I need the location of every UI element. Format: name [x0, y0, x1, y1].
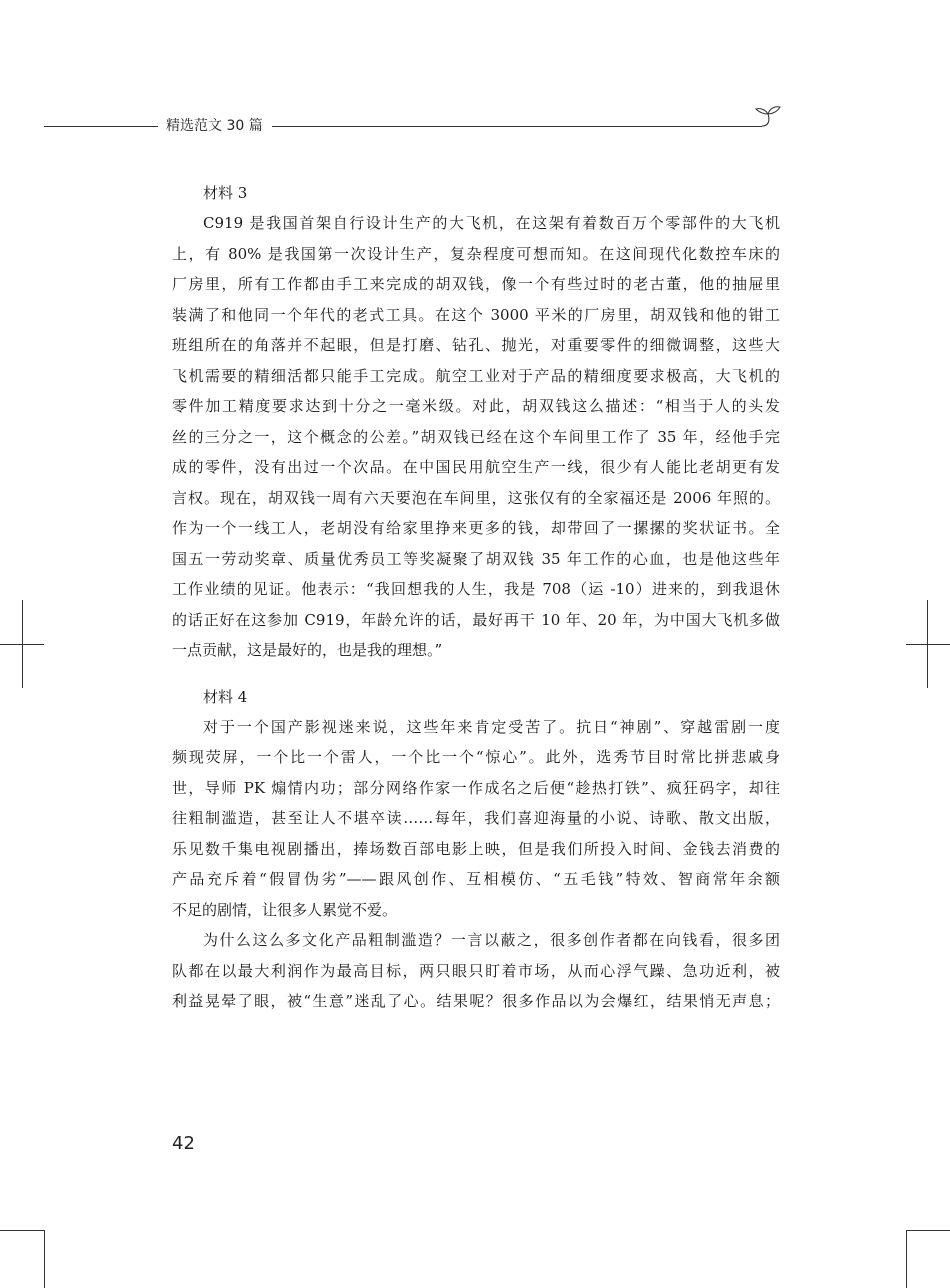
- material-4-label: 材料 4: [203, 687, 248, 706]
- material-4-paragraph-1: [172, 712, 780, 926]
- text-line: 的话正好在这参加 C919，年龄允许的话，最好再干 10 年、20 年，为中国大飞机多做: [172, 610, 780, 629]
- text-line: 班组所在的角落并不起眼，但是打磨、钻孔、抛光，对重要零件的细微调整，这些大: [172, 336, 780, 354]
- section-gap: [172, 666, 780, 682]
- text-line: 产品充斥着“假冒伪劣”——跟风创作、互相模仿、“五毛钱”特效、智商常年余额: [172, 870, 780, 888]
- crop-mark-bottom-left-vertical: [44, 1230, 45, 1288]
- page-number: 42: [172, 1133, 195, 1154]
- crop-mark-bottom-right-horizontal: [906, 1230, 950, 1231]
- text-line: 频现荧屏，一个比一个雷人，一个比一个“惊心”。此外，选秀节目时常比拼悲戚身: [172, 748, 780, 766]
- text-line: 往粗制滥造，甚至让人不堪卒读……每年，我们喜迎海量的小说、诗歌、散文出版，: [172, 809, 780, 827]
- text-line: 利益晃晕了眼，被“生意”迷乱了心。结果呢？很多作品以为会爆红，结果悄无声息；: [172, 992, 780, 1010]
- material-3-paragraph: [172, 208, 780, 666]
- text-line: 飞机需要的精细活都只能手工完成。航空工业对于产品的精细度要求极高，大飞机的: [172, 366, 780, 385]
- text-line: 上，有 80% 是我国第一次设计生产，复杂程度可想而知。在这间现代化数控车床的: [172, 244, 780, 263]
- page-content: [172, 178, 780, 1017]
- text-line: 作为一个一线工人，老胡没有给家里挣来更多的钱，却带回了一摞摞的奖状证书。全: [172, 519, 780, 537]
- text-line: 对于一个国产影视迷来说，这些年来肯定受苦了。抗日“神剧”、穿越雷剧一度: [203, 717, 780, 736]
- crop-mark-left-horizontal: [0, 644, 44, 645]
- text-line: 为什么这么多文化产品粗制滥造？一言以蔽之，很多创作者都在向钱看，很多团: [203, 931, 780, 949]
- text-line: 工作业绩的见证。他表示：“我回想我的人生，我是 708（运 -10）进来的，到我退休: [172, 580, 780, 598]
- text-line: C919 是我国首架自行设计生产的大飞机，在这架有着数百万个零部件的大飞机: [203, 214, 780, 232]
- text-line: 装满了和他同一个年代的老式工具。在这个 3000 平米的厂房里，胡双钱和他的钳工: [172, 305, 780, 324]
- text-line: 乐见数千集电视剧播出，捧场数百部电影上映，但是我们所投入时间、金钱去消费的: [172, 839, 780, 858]
- material-3-label: 材料 3: [203, 184, 248, 202]
- text-line: 国五一劳动奖章、质量优秀员工等奖凝聚了胡双钱 35 年工作的心血，也是他这些年: [172, 549, 780, 568]
- crop-mark-right-horizontal: [906, 644, 950, 645]
- crop-mark-bottom-right-vertical: [906, 1230, 907, 1288]
- text-line: 厂房里，所有工作都由手工来完成的胡双钱，像一个有些过时的老古董，他的抽屉里: [172, 275, 780, 293]
- text-line: 丝的三分之一，这个概念的公差。”胡双钱已经在这个车间里工作了 35 年，经他手完: [172, 427, 780, 446]
- header-rule-right: [272, 126, 762, 127]
- text-line: 世，导师 PK 煽情内功；部分网络作家一作成名之后便“趁热打铁”、疯狂码字，却往: [172, 778, 780, 797]
- text-line: 零件加工精度要求达到十分之一毫米级。对此，胡双钱这么描述：“相当于人的头发: [172, 397, 780, 415]
- material-4-paragraph-2: [172, 925, 780, 1017]
- sprout-ornament-icon: [752, 100, 782, 130]
- header-rule-left: [44, 126, 158, 127]
- text-line: 不足的剧情，让很多人累觉不爱。: [172, 900, 398, 919]
- text-line: 一点贡献，这是最好的，也是我的理想。”: [172, 641, 443, 659]
- running-header-title: 精选范文 30 篇: [166, 118, 263, 134]
- crop-mark-bottom-left-horizontal: [0, 1230, 44, 1231]
- text-line: 言权。现在，胡双钱一周有六天要泡在车间里，这张仅有的全家福还是 2006 年照的。: [172, 488, 780, 507]
- text-line: 队都在以最大利润作为最高目标，两只眼只盯着市场，从而心浮气躁、急功近利，被: [172, 961, 780, 980]
- text-line: 成的零件，没有出过一个次品。在中国民用航空生产一线，很少有人能比老胡更有发: [172, 458, 780, 476]
